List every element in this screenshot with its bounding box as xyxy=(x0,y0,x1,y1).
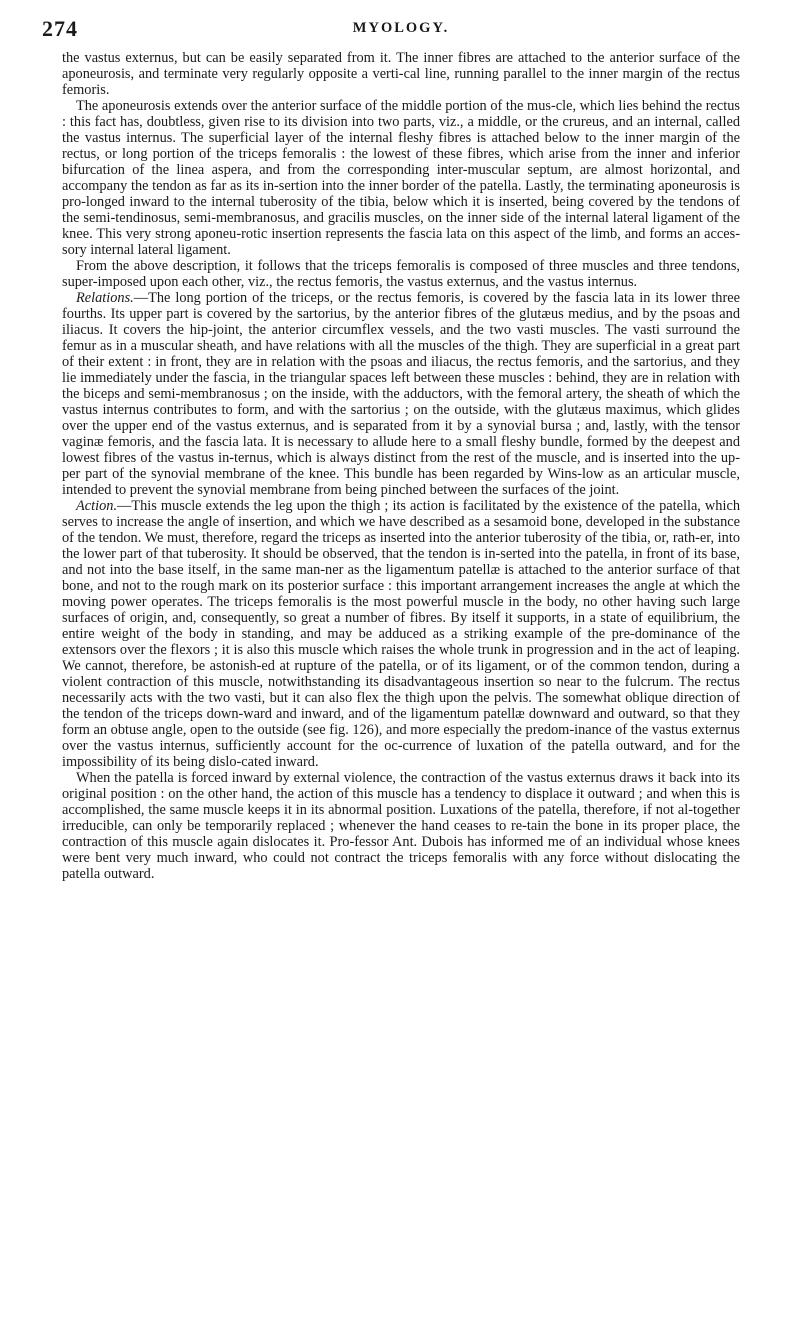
running-head xyxy=(42,16,740,50)
page-header-title: MYOLOGY. xyxy=(352,20,450,36)
paragraph-action xyxy=(62,498,740,770)
paragraph-aponeurosis xyxy=(62,98,740,258)
action-heading: Action. xyxy=(76,498,118,514)
paragraph-luxation xyxy=(62,770,740,882)
paragraph-text: The aponeurosis extends over the anterior surface of the middle portion of the mus-cle, which lies behind the rectus : this fact has, doubtless, given rise to its division into two parts, viz., a middle, or the crureus, and an internal, called the vastus internus. The superficial layer of the internal fleshy fibres is attached below to the inner margin of the rectus, or long portion of the triceps femoralis : the lowest of these fibres, which arise from the inner and inferior bifurcation of the linea aspera, and from the corresponding inter-muscular septum, are almost horizontal, and accompany the tendon as far as its in-sertion into the inner border of the patella. Lastly, the terminating aponeurosis is pro-longed inward to the internal tuberosity of the tibia, below which it is inserted, being covered by the tendons of the semi-tendinosus, semi-membranosus, and gracilis muscles, on the inner side of the internal lateral ligament of the knee. This very strong aponeu-rotic insertion represents the fascia lata on this aspect of the limb, and forms an acces-sory internal lateral ligament. xyxy=(62,98,740,258)
body-text xyxy=(62,50,740,882)
page-number: 274 xyxy=(42,16,78,41)
paragraph-text: —This muscle extends the leg upon the thigh ; its action is facilitated by the existence of the patella, which serves to increase the angle of insertion, and which we have described as a sesamoid bone, developed in the substance of the tendon. We must, therefore, regard the triceps as inserted into the anterior tuberosity of the tibia, or, rath-er, into the lower part of that tuberosity. It should be observed, that the tendon is in-serted into the patella, in front of its base, and not into the base itself, in the same man-ner as the ligamentum patellæ is attached to the anterior surface of that bone, and not to the rough mark on its posterior surface : this important arrangement increases the angle at which the moving power operates. The triceps femoralis is the most powerful muscle in the body, no other having such large surfaces of origin, and, consequently, so great a number of fibres. By itself it supports, in a state of equilibrium, the entire weight of the body in standing, and may be adduced as a striking example of the pre-dominance of the extensors over the flexors ; it is also this muscle which raises the whole trunk in progression and in the act of leaping. We cannot, therefore, be astonish-ed at rupture of the patella, or of its ligament, or of the common tendon, during a violent contraction of this muscle, notwithstanding its disadvantageous insertion so near to the fulcrum. The rectus necessarily acts with the two vasti, but it can also flex the thigh upon the pelvis. The somewhat oblique direction of the tendon of the triceps down-ward and inward, and of the ligamentum patellæ downward and outward, so that they form an obtuse angle, open to the outside (see fig. 126), and more especially the predom-inance of the vastus externus over the vastus internus, sufficiently account for the oc-currence of luxation of the patella outward, and for the impossibility of its being dislo-cated inward. xyxy=(62,498,740,770)
relations-heading: Relations. xyxy=(76,290,134,306)
paragraph-text: From the above description, it follows that the triceps femoralis is composed of three muscles and three tendons, super-imposed upon each other, viz., the rectus femoris, the vastus externus, and the vastus internus. xyxy=(62,258,740,290)
paragraph-continuation xyxy=(62,50,740,98)
paragraph-relations xyxy=(62,290,740,498)
paragraph-text: —The long portion of the triceps, or the rectus femoris, is covered by the fascia lata in its lower three fourths. Its upper part is covered by the sartorius, by the anterior fibres of the glutæus medius, and by the psoas and iliacus. It covers the hip-joint, the anterior circumflex vessels, and the two vasti muscles. The vasti surround the femur as in a muscular sheath, and have relations with all the muscles of the thigh. They are superficial in a great part of their extent : in front, they are in relation with the psoas and iliacus, the rectus femoris, and the sartorius, and they lie immediately under the fascia, in the triangular spaces left between these muscles : behind, they are in relation with the biceps and semi-membranosus ; on the inside, with the adductors, with the femoral artery, the sheath of which the vastus internus contributes to form, and with the sartorius ; on the outside, with the glutæus maximus, which glides over the upper end of the vastus externus, and is separated from it by a synovial bursa ; and, lastly, with the tensor vaginæ femoris, and the fascia lata. It is necessary to allude here to a small fleshy bundle, formed by the deepest and lowest fibres of the vastus in-ternus, which is always distinct from the rest of the muscle, and is inserted into the up-per part of the synovial membrane of the knee. This bundle has been regarded by Wins-low as an articular muscle, intended to prevent the synovial membrane from being pinched between the surfaces of the joint. xyxy=(62,290,740,498)
paragraph-text: When the patella is forced inward by external violence, the contraction of the vastus externus draws it back into its original position : on the other hand, the action of this muscle has a tendency to displace it outward ; and when this is accomplished, the same muscle keeps it in its abnormal position. Luxations of the patella, therefore, if not al-together irreducible, can only be temporarily replaced ; whenever the hand ceases to re-tain the bone in its proper place, the contraction of this muscle again dislocates it. Pro-fessor Ant. Dubois has informed me of an individual whose knees were bent very much inward, who could not contract the triceps femoralis with any force without dislocating the patella outward. xyxy=(62,770,740,882)
paragraph-text: the vastus externus, but can be easily separated from it. The inner fibres are attached to the anterior surface of the aponeurosis, and terminate very regularly opposite a verti-cal line, running parallel to the inner margin of the rectus femoris. xyxy=(62,50,740,98)
paragraph-description xyxy=(62,258,740,290)
